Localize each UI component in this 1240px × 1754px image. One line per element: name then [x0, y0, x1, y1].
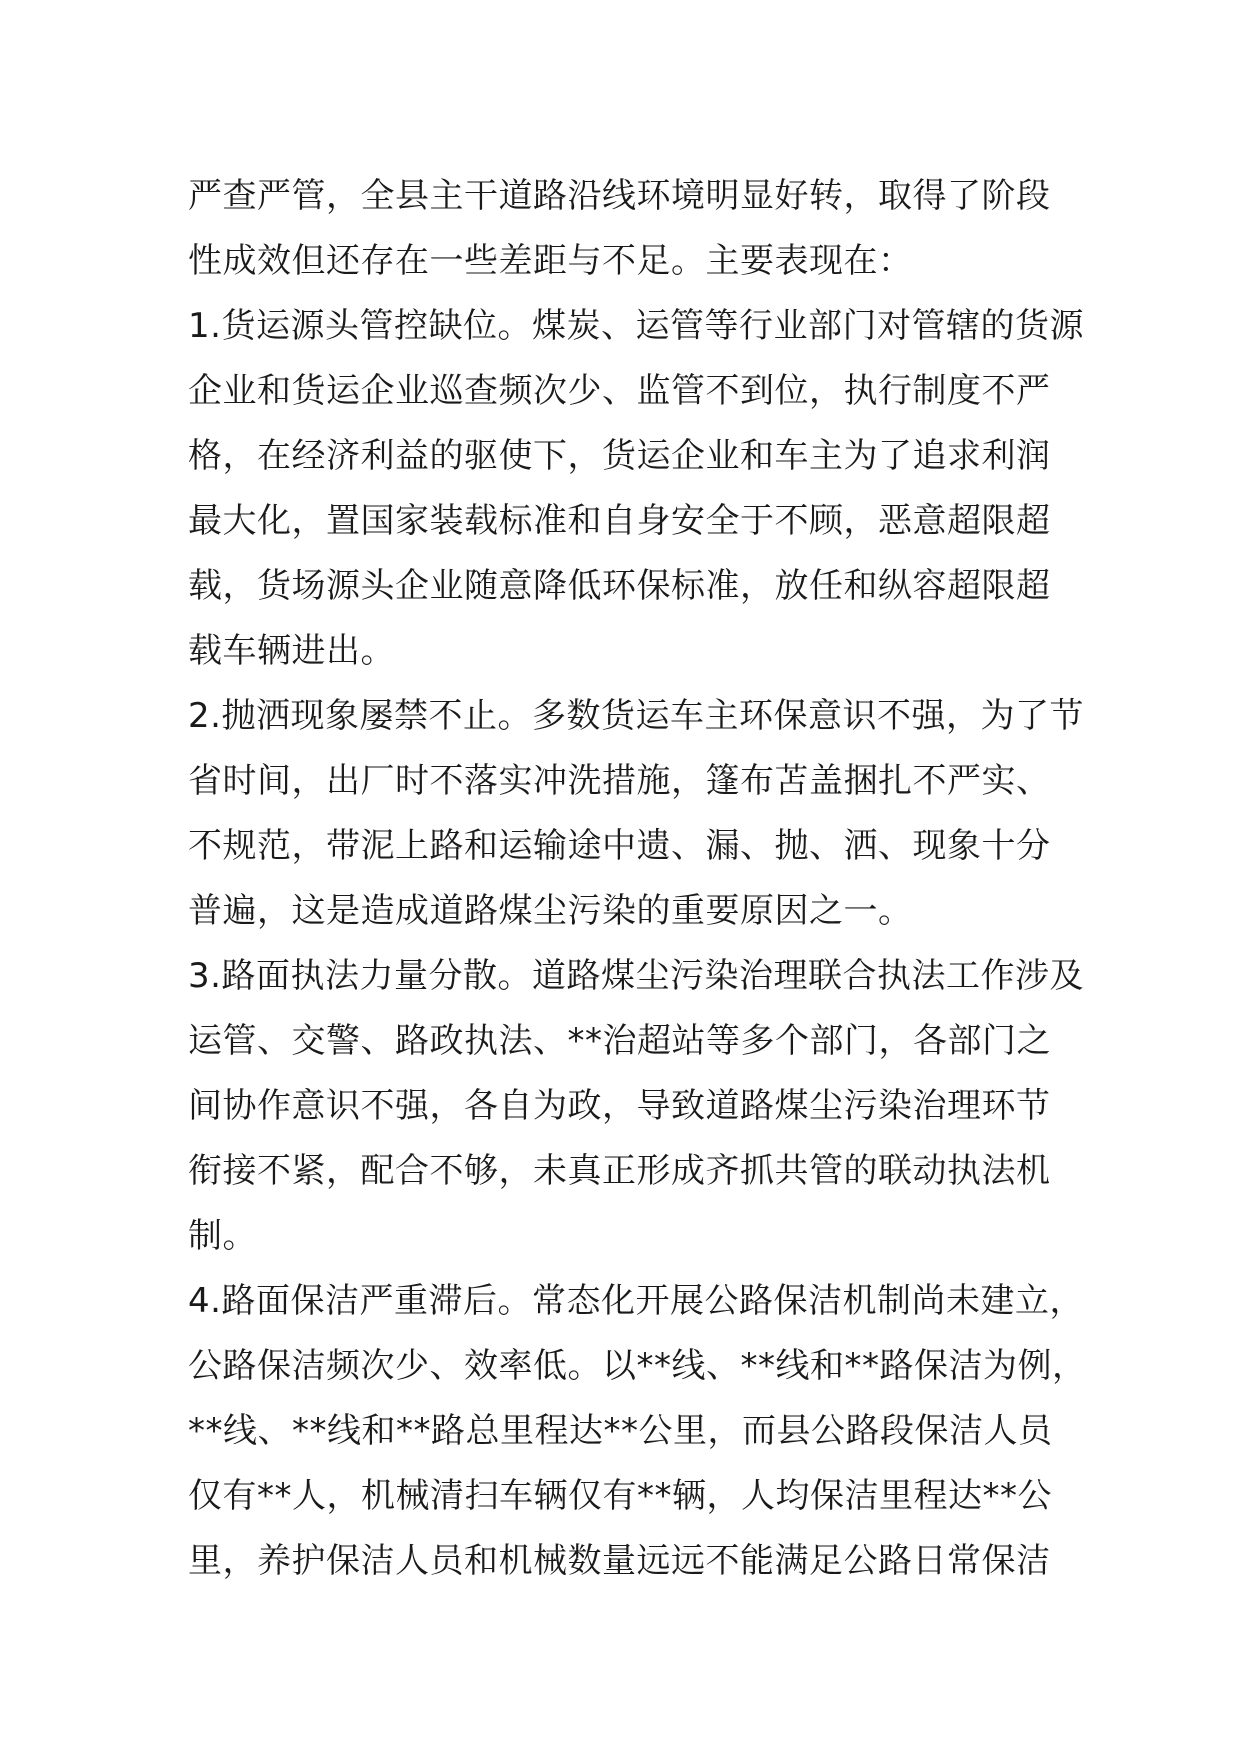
text-line: 最大化，置国家装载标准和自身安全于不顾，恶意超限超 [188, 501, 1051, 541]
body-text [188, 164, 1088, 1594]
text-line: 仅有**人，机械清扫车辆仅有**辆，人均保洁里程达**公 [188, 1476, 1052, 1516]
text-line: 不规范，带泥上路和运输途中遗、漏、抛、洒、现象十分 [188, 826, 1051, 866]
text-line: 间协作意识不强，各自为政，导致道路煤尘污染治理环节 [188, 1086, 1051, 1126]
text-line: 制。 [188, 1216, 257, 1256]
text-line: 运管、交警、路政执法、**治超站等多个部门，各部门之 [188, 1021, 1051, 1061]
text-line: 省时间，出厂时不落实冲洗措施，篷布苫盖捆扎不严实、 [188, 761, 1051, 801]
text-line: 载，货场源头企业随意降低环保标准，放任和纵容超限超 [188, 566, 1051, 606]
text-line: 4.路面保洁严重滞后。常态化开展公路保洁机制尚未建立， [188, 1281, 1084, 1321]
text-line: **线、**线和**路总里程达**公里，而县公路段保洁人员 [188, 1411, 1053, 1451]
text-line: 性成效但还存在一些差距与不足。主要表现在： [188, 241, 913, 281]
text-line: 严查严管，全县主干道路沿线环境明显好转，取得了阶段 [188, 176, 1051, 216]
text-line: 普遍，这是造成道路煤尘污染的重要原因之一。 [188, 891, 913, 931]
text-line: 1.货运源头管控缺位。煤炭、运管等行业部门对管辖的货源 [188, 306, 1084, 346]
text-line: 公路保洁频次少、效率低。以**线、**线和**路保洁为例， [188, 1346, 1087, 1386]
text-line: 载车辆进出。 [188, 631, 395, 671]
text-line: 2.抛洒现象屡禁不止。多数货运车主环保意识不强，为了节 [188, 696, 1084, 736]
text-line: 格，在经济利益的驱使下，货运企业和车主为了追求利润 [188, 436, 1051, 476]
text-line: 企业和货运企业巡查频次少、监管不到位，执行制度不严 [188, 371, 1051, 411]
text-line: 3.路面执法力量分散。道路煤尘污染治理联合执法工作涉及 [188, 956, 1084, 996]
text-line: 里，养护保洁人员和机械数量远远不能满足公路日常保洁 [188, 1541, 1051, 1581]
text-line: 衔接不紧，配合不够，未真正形成齐抓共管的联动执法机 [188, 1151, 1051, 1191]
